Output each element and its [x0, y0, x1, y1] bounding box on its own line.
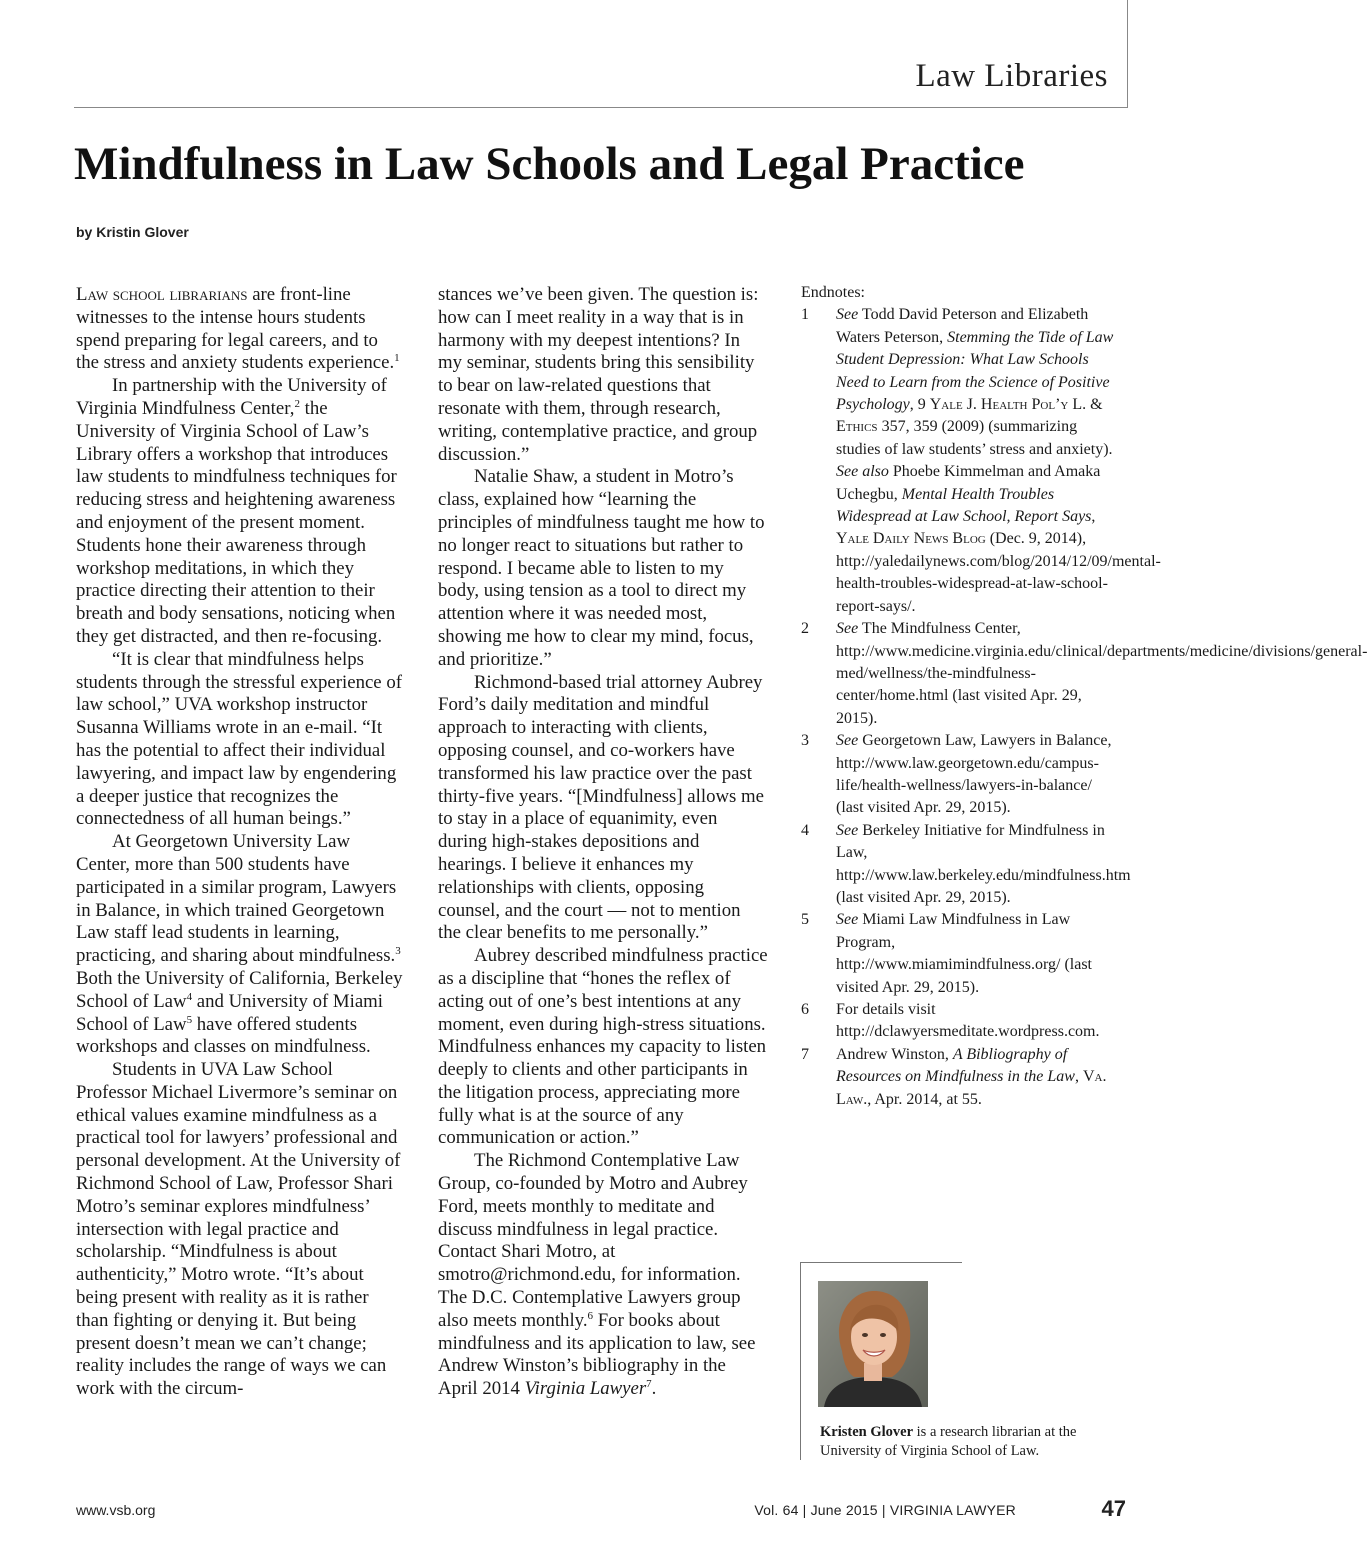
- footnote-ref: 4: [186, 990, 193, 1003]
- footnote-ref: 6: [587, 1309, 594, 1322]
- publication-title: Virginia Lawyer: [524, 1378, 647, 1400]
- paragraph: “It is clear that mindfulness helps students through the stressful experience of law school,” UVA workshop instructor Susanna Williams wrote in an e-mail. “It has the potential to affect their individual lawyering, and impact law by engendering a deeper justice that recognizes the connectedness of all human beings.”: [76, 648, 402, 830]
- paragraph: Students in UVA Law School Professor Michael Livermore’s seminar on ethical values examine mindfulness as a practical tool for lawyers’ professional and personal development. At the University of Richmond School of Law, Professor Shari Motro’s seminar explores mindfulness’ intersection with legal practice and scholarship. “Mindfulness is about authenticity,” Motro wrote. “It’s about being present with reality as it is rather than fighting or denying it. But being present doesn’t mean we can’t change; reality includes the range of ways we can work with the circum-: [76, 1059, 401, 1400]
- endnote: 1 See Todd David Peterson and Elizabeth Waters Peterson, Stemming the Tide of Law Student Depression: What Law Schools Need to Learn from the Science of Positive Psychology, 9 Yale J. Health Pol’y L. & Ethics 357, 359 (2009) (summarizing studies of law students’ stress and anxiety). See also Phoebe Kimmelman and Amaka Uchegbu, Mental Health Troubles Widespread at Law School, Report Says, Yale Daily News Blog (Dec. 9, 2014), http://yaledailynews.com/blog/2014/12/09/mental-health-troubles-widespread-at-law-school-report-says/.: [801, 306, 1161, 615]
- footnote-ref: 1: [394, 352, 400, 365]
- endnote: 2 See The Mindfulness Center, http://www.medicine.virginia.edu/clinical/departments/medicine/divisions/general-med/wellness/the-mindfulness-center/home.html (last visited Apr. 29, 2015).: [801, 620, 1367, 727]
- byline: by Kristin Glover: [76, 224, 189, 240]
- bio-rule-vertical: [800, 1262, 801, 1460]
- author-bio: Kristen Glover is a research librarian at the University of Virginia School of Law.: [820, 1424, 1077, 1459]
- endnote: 7 Andrew Winston, A Bibliography of Resources on Mindfulness in the Law, Va. Law., Apr. 2014, at 55.: [801, 1045, 1107, 1108]
- author-name: Kristen Glover: [820, 1424, 914, 1440]
- paragraph: The Richmond Contemplative Law Group, co-founded by Motro and Aubrey Ford, meets monthly to meditate and discuss mindfulness in legal practice. Contact Shari Motro, at smotro@richmond.edu, for information. The D.C. Contemplative Lawyers group also meets monthly.$^6$ For books about mindfulness and its application to law, see Andrew Winston’s bibliography in the April 2014 Virginia Lawyer$^7$.: [438, 1150, 756, 1400]
- page-number: 47: [1101, 1496, 1126, 1521]
- lead-in: Law school librarians: [76, 284, 248, 305]
- footer-issue: Vol. 64 | June 2015 | VIRGINIA LAWYER: [754, 1502, 1016, 1518]
- footnote-ref: 7: [646, 1378, 652, 1391]
- paragraph: stances we’ve been given. The question is: how can I meet reality in a way that is in harmony with my deepest intentions? In my seminar, students bring this sensibility to bear on law-related questions that resonate with them, through research, writing, contemplative practice, and group discussion.”: [438, 284, 759, 465]
- paragraph: In partnership with the University of Virginia Mindfulness Center,$^2$ the University of Virginia School of Law’s Library offers a workshop that introduces law students to mindfulness techniques for reducing stress and heightening awareness and enjoyment of the present moment. Students hone their awareness through workshop meditations, in which they practice directing their attention to their breath and body sensations, noticing when they get distracted, and then re-focusing.: [76, 375, 397, 647]
- paragraph: Law school librarians are front-line witnesses to the intense hours students spend preparing for legal careers, and to the stress and anxiety students experience.$^1$: [76, 284, 400, 374]
- endnotes-list: [801, 304, 1367, 1111]
- author-neck: [864, 1363, 882, 1381]
- endnote: 5 See Miami Law Mindfulness in Law Program, http://www.miamimindfulness.org/ (last visited Apr. 29, 2015).: [801, 911, 1092, 996]
- paragraph: Aubrey described mindfulness practice as a discipline that “hones the reflex of acting out of one’s best intentions at any moment, even during high-stress situations. Mindfulness enhances my capacity to listen deeply to clients and other participants in the litigation process, appreciating more fully what is at the source of any communication or action.”: [438, 945, 768, 1149]
- section-label: Law Libraries: [915, 58, 1108, 94]
- author-eye-left: [862, 1333, 868, 1337]
- paragraph: Natalie Shaw, a student in Motro’s class, explained how “learning the principles of mindfulness taught me how to no longer react to situations but rather to respond. I became able to listen to my body, using tension as a tool to direct my attention where it was needed most, showing me how to clear my mind, focus, and prioritize.”: [438, 466, 765, 670]
- author-eye-right: [880, 1333, 886, 1337]
- endnote: 4 See Berkeley Initiative for Mindfulness in Law, http://www.law.berkeley.edu/mindfulness.htm (last visited Apr. 29, 2015).: [801, 821, 1131, 906]
- author-photo: [818, 1281, 928, 1407]
- footnote-ref: 5: [186, 1013, 193, 1026]
- article-column-2: [438, 284, 768, 1401]
- endnote: 6 For details visit http://dclawyersmeditate.wordpress.com.: [801, 1001, 1100, 1041]
- article-title: Mindfulness in Law Schools and Legal Practice: [74, 138, 1025, 190]
- endnotes-heading: Endnotes:: [801, 284, 865, 301]
- header-rule: [74, 107, 1128, 108]
- footnote-ref: 3: [395, 945, 401, 958]
- footer-url[interactable]: www.vsb.org: [76, 1502, 156, 1518]
- paragraph: Richmond-based trial attorney Aubrey Ford’s daily meditation and mindful approach to interacting with clients, opposing counsel, and co-workers have transformed his law practice over the past thirty-five years. “[Mindfulness] allows me to stay in a place of equanimity, even during high-stakes depositions and hearings. I believe it enhances my relationships with clients, opposing counsel, and the court — not to mention the clear benefits to me personally.”: [438, 671, 764, 944]
- bio-rule-horizontal: [800, 1262, 962, 1263]
- article-column-1: [76, 284, 403, 1401]
- paragraph: At Georgetown University Law Center, more than 500 students have participated in a similar program, Lawyers in Balance, in which trained Georgetown Law staff lead students in learning, practicing, and sharing about mindfulness.$^3$ Both the University of California, Berkeley School of Law$^4$ and University of Miami School of Law$^5$ have offered students workshops and classes on mindfulness.: [76, 831, 403, 1058]
- header-side-rule: [1127, 0, 1128, 108]
- footnote-ref: 2: [294, 397, 300, 410]
- endnotes: [801, 282, 1367, 1111]
- endnote: 3 See Georgetown Law, Lawyers in Balance, http://www.law.georgetown.edu/campus-life/health-wellness/lawyers-in-balance/ (last visited Apr. 29, 2015).: [801, 732, 1112, 817]
